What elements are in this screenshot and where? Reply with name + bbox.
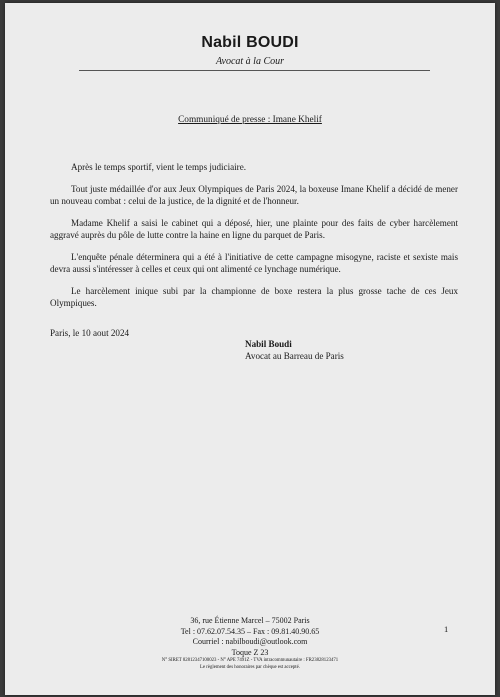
header-rule (79, 70, 430, 71)
page-number: 1 (444, 624, 449, 634)
paragraph-3: Madame Khelif a saisi le cabinet qui a déposé, hier, une plainte pour des faits de cyber harcèlement aggravé auprès du pôle de lutte contre la haine en ligne du parquet de Paris. (50, 218, 458, 240)
paragraph-2: Tout juste médaillée d'or aux Jeux Olympiques de Paris 2024, la boxeuse Imane Khelif a décidé de mener un nouveau combat : celui de la justice, de la dignité et de l'honneur. (50, 184, 458, 206)
footer-email: Courriel : nabilboudi@outlook.com (192, 637, 308, 646)
footer (5, 616, 495, 671)
footer-legal: N° SIRET 82812347100023 - N° APE 7491Z - TVA intracommunautaire : FR23828123471 (161, 658, 339, 663)
footer-phone: Tel : 07.62.07.54.35 – Fax : 09.81.40.90.65 (180, 626, 320, 636)
footer-toque: Toque Z 23 (231, 647, 269, 657)
footer-payment: Le règlement des honoraires par chèque est accepté. (200, 664, 300, 670)
paragraph-4: L'enquête pénale déterminera qui a été à l'initiative de cette campagne misogyne, raciste et sexiste mais devra aussi s'intéresser à celles et ceux qui ont alimenté ce lynchage numérique. (50, 252, 458, 274)
lawyer-subtitle: Avocat à la Cour (215, 56, 285, 67)
paragraph-1: Après le temps sportif, vient le temps judiciaire. (71, 162, 247, 172)
signature-name: Nabil Boudi (245, 339, 292, 349)
lawyer-name-header: Nabil BOUDI (201, 34, 299, 51)
document-title: Communiqué de presse : Imane Khelif (178, 115, 322, 125)
footer-address: 36, rue Étienne Marcel – 75002 Paris (190, 616, 310, 625)
paragraph-5: Le harcèlement inique subi par la championne de boxe restera la plus grosse tache de ces Jeux Olympiques. (50, 286, 458, 308)
document-page (5, 3, 495, 695)
signature-title: Avocat au Barreau de Paris (245, 351, 344, 361)
place-date: Paris, le 10 aout 2024 (50, 328, 130, 338)
